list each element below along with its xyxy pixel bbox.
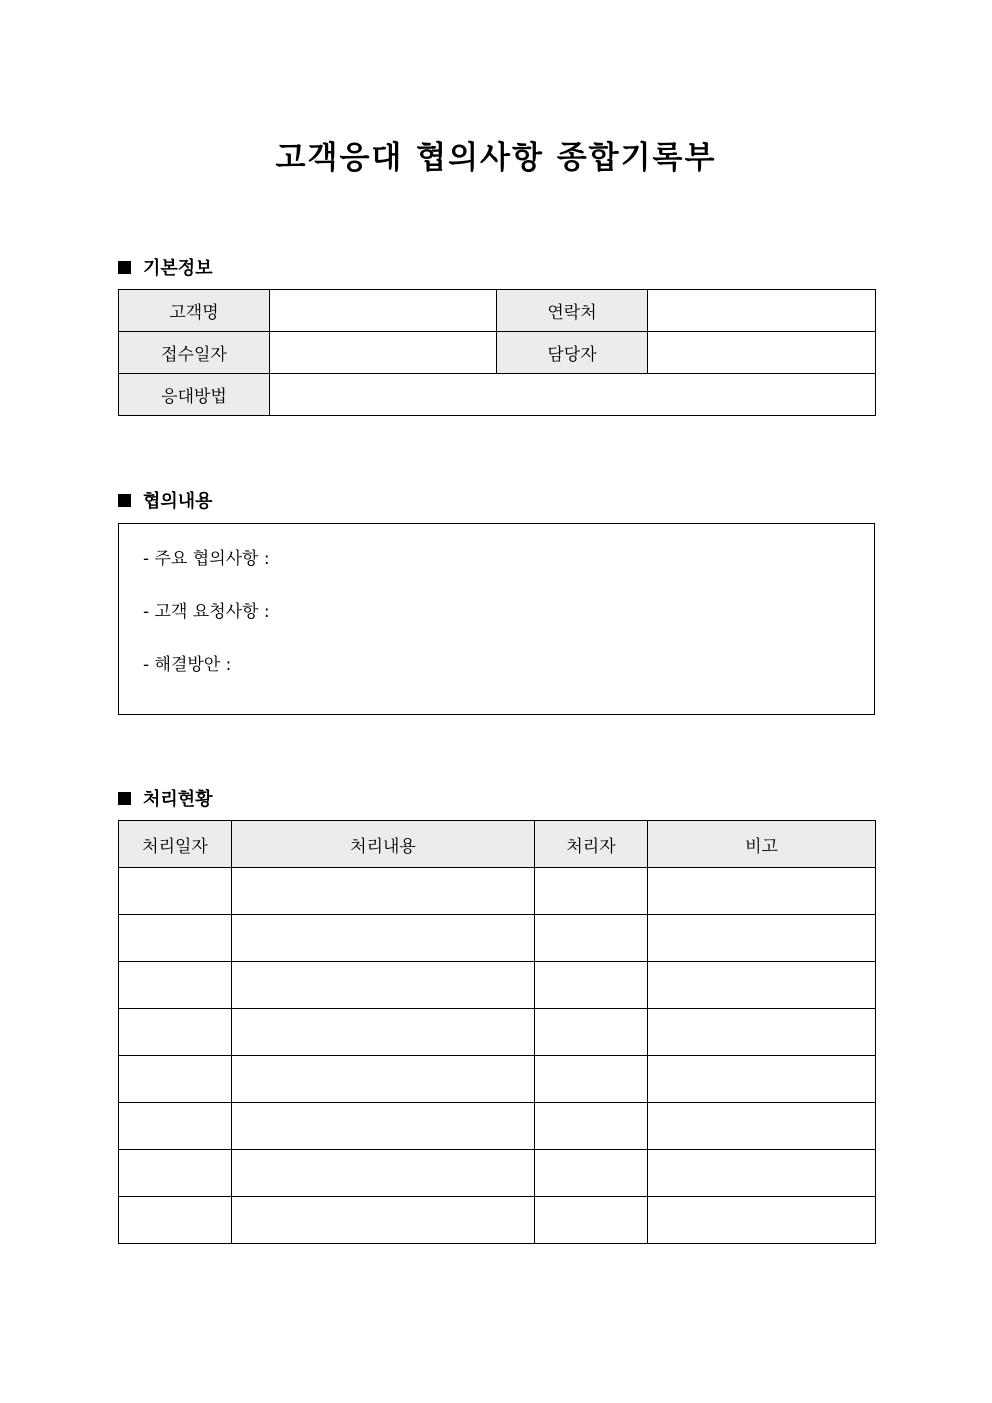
column-header-date: 처리일자 [119,821,232,868]
response-method-label: 응대방법 [119,374,270,416]
customer-request-line: - 고객 요청사항 : [143,602,270,622]
remarks-cell[interactable] [648,962,876,1009]
handler-cell[interactable] [535,1009,648,1056]
remarks-cell[interactable] [648,1009,876,1056]
remarks-cell[interactable] [648,915,876,962]
handler-cell[interactable] [535,1056,648,1103]
basic-info-table [118,289,876,416]
date-cell[interactable] [119,915,232,962]
table-row [119,374,876,416]
column-header-remarks: 비고 [648,821,876,868]
content-cell[interactable] [232,1197,535,1244]
handler-cell[interactable] [535,868,648,915]
section-title: 처리현황 [143,789,213,810]
table-row [119,962,876,1009]
remarks-cell[interactable] [648,1150,876,1197]
handler-cell[interactable] [535,1150,648,1197]
handler-cell[interactable] [535,962,648,1009]
main-consultation-line: - 주요 협의사항 : [143,549,270,569]
section-heading-consultation [118,487,213,513]
consultation-box[interactable] [118,523,875,715]
table-row [119,915,876,962]
table-row [119,1009,876,1056]
content-cell[interactable] [232,1056,535,1103]
content-cell[interactable] [232,868,535,915]
section-title: 협의내용 [143,491,213,512]
contact-field[interactable] [648,290,876,332]
table-row [119,1197,876,1244]
handler-cell[interactable] [535,915,648,962]
date-cell[interactable] [119,1056,232,1103]
table-row [119,1150,876,1197]
table-row [119,1103,876,1150]
date-cell[interactable] [119,1150,232,1197]
column-header-content: 처리내용 [232,821,535,868]
content-cell[interactable] [232,1103,535,1150]
response-method-field[interactable] [270,374,876,416]
square-bullet-icon [118,494,131,507]
table-row [119,332,876,374]
handler-cell[interactable] [535,1103,648,1150]
receipt-date-label: 접수일자 [119,332,270,374]
date-cell[interactable] [119,868,232,915]
content-cell[interactable] [232,962,535,1009]
date-cell[interactable] [119,962,232,1009]
processing-status-table [118,820,876,1244]
column-header-handler: 처리자 [535,821,648,868]
date-cell[interactable] [119,1009,232,1056]
content-cell[interactable] [232,1009,535,1056]
content-cell[interactable] [232,915,535,962]
remarks-cell[interactable] [648,868,876,915]
date-cell[interactable] [119,1103,232,1150]
manager-label: 담당자 [497,332,648,374]
contact-label: 연락처 [497,290,648,332]
section-title: 기본정보 [143,258,213,279]
date-cell[interactable] [119,1197,232,1244]
customer-name-field[interactable] [270,290,497,332]
square-bullet-icon [118,261,131,274]
table-header-row [119,821,876,868]
processing-rows [119,868,876,1244]
content-cell[interactable] [232,1150,535,1197]
manager-field[interactable] [648,332,876,374]
table-row [119,868,876,915]
remarks-cell[interactable] [648,1103,876,1150]
handler-cell[interactable] [535,1197,648,1244]
receipt-date-field[interactable] [270,332,497,374]
section-heading-processing [118,785,213,811]
square-bullet-icon [118,792,131,805]
remarks-cell[interactable] [648,1056,876,1103]
document-title: 고객응대 협의사항 종합기록부 [275,140,717,176]
remarks-cell[interactable] [648,1197,876,1244]
customer-name-label: 고객명 [119,290,270,332]
solution-line: - 해결방안 : [143,655,232,675]
section-heading-basic-info [118,254,213,280]
table-row [119,290,876,332]
table-row [119,1056,876,1103]
